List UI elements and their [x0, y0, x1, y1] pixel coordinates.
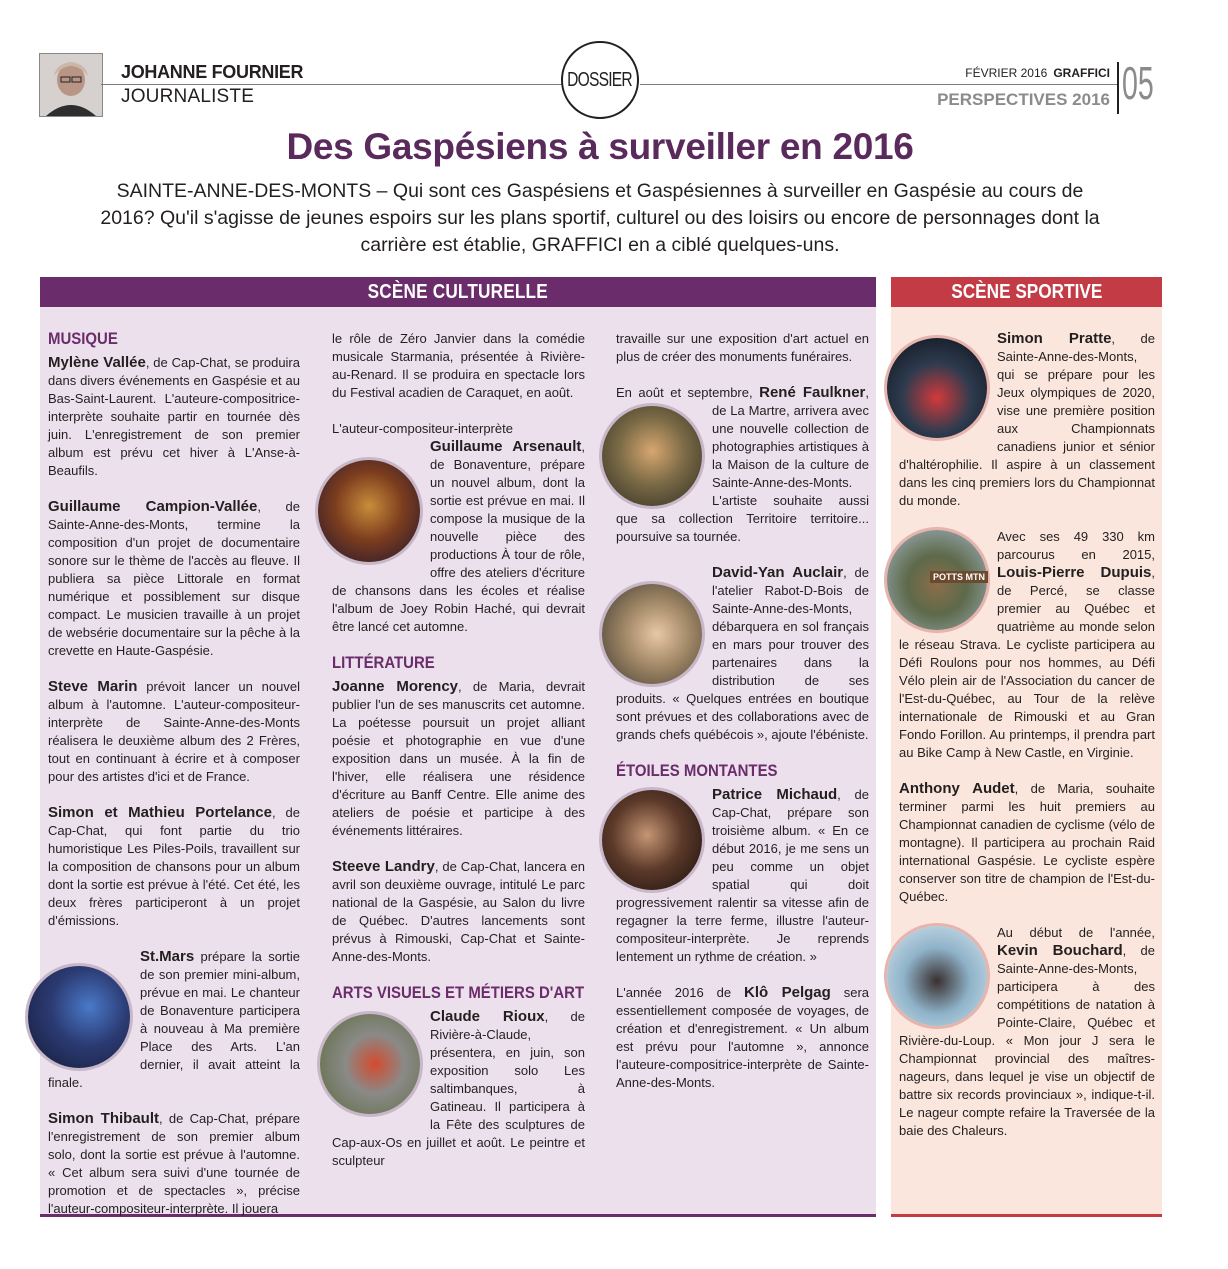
issue-date-line [880, 66, 1110, 80]
profile-simon-thibault-cont: le rôle de Zéro Janvier dans la comédie musicale Starmania, présentée à Rivière-au-Renard. Il se produira en spectacle lors du Festival acadien de Caraquet, en août. [332, 331, 585, 400]
simon-pratte-photo [887, 338, 987, 438]
patrice-michaud-photo [602, 790, 702, 890]
claude-rioux-photo [320, 1014, 420, 1114]
profile-kevin-bouchard: Au début de l'année, Kevin Bouchard, de Sainte-Anne-des-Monts, participera à des compétitions de natation à Pointe-Claire, Québec et Rivière-du-Loup. « Mon jour J sera le Championnat provincial des maîtres-nageurs, dans lequel je vise un objectif de battre six records provinciaux », indique-t-il. Le nageur compte refaire la Traversée de la baie des Chaleurs. [899, 924, 1155, 1140]
st-mars-photo [28, 966, 130, 1068]
category-etoiles-montantes: ÉTOILES MONTANTES [616, 761, 778, 780]
sport-section-rule [891, 1214, 1162, 1217]
dossier-badge [561, 41, 639, 119]
page-number: 05 [1122, 57, 1154, 109]
culture-column-2 [332, 330, 585, 1188]
profile-joanne-morency: Joanne Morency, de Maria, devrait publier l'un de ses manuscrits cet automne. La poétesse poursuit un projet alliant poésie et photographie en vue d'une exposition dans un musée. À la fin de l'hiver, elle réalisera une résidence d'écriture au Banff Centre. Elle anime des ateliers de poésie et participe à des événements littéraires. [332, 678, 585, 838]
culture-section-header: SCÈNE CULTURELLE [40, 277, 876, 307]
profile-patrice-michaud: Patrice Michaud , de Cap-Chat, prépare son troisième album. « En ce début 2016, je me sens un peu comme un objet spatial qui doit progressivement ralentir sa vitesse afin de regagner la terre ferme, illustre l'auteur-compositeur-interprète. Je reprends lentement un rythme de création. » [616, 786, 869, 966]
category-litterature: LITTÉRATURE [332, 653, 435, 672]
rene-faulkner-photo [602, 406, 702, 506]
profile-mylene-vallee: Mylène Vallée, de Cap-Chat, se produira dans divers événements en Gaspésie et au Bas-Saint-Laurent. L'auteure-compositrice-interprète souhaite partir en tournée dès juin. L'enregistrement de son premier album est prévu cet hiver à L'Anse-à-Beaufils. [48, 354, 300, 478]
kevin-bouchard-photo [887, 926, 987, 1026]
publication-name: GRAFFICI [1053, 66, 1110, 80]
david-yan-auclair-photo [602, 584, 702, 684]
profile-simon-pratte: Simon Pratte, de Sainte-Anne-des-Monts, qui se prépare pour les Jeux olympiques de 2020, vise une première position aux Championnats canadiens junior et sénior d'haltérophilie. Il aspire à un classement dans les cinq premiers lors du Championnat du monde. [899, 330, 1155, 510]
profile-klo-pelgag: L'année 2016 de Klô Pelgag sera essentiellement composée de voyages, de création et d'enregistrement. « Un album est prévu pour l'automne », annonce l'auteure-compositrice-interprète de Sainte-Anne-des-Monts. [616, 984, 869, 1090]
profile-guillaume-campion-vallee: Guillaume Campion-Vallée, de Sainte-Anne-des-Monts, termine la composition d'un projet de documentaire sonore sur le thème de l'accès au fleuve. Il publiera sa pièce Littorale en format numérique et possiblement sur disque compact. Le musicien travaille à un projet de websérie documentaire sur la pêche à la crevette en Haute-Gaspésie. [48, 498, 301, 658]
issue-date: FÉVRIER 2016 [965, 66, 1048, 80]
dossier-label: DOSSIER [567, 68, 633, 91]
header-rule-right [640, 84, 1118, 85]
profile-steve-marin: Steve Marin prévoit lancer un nouvel album à l'automne. L'auteur-compositeur-interprète de Sainte-Anne-des-Monts réalisera le deuxième album des 2 Frères, tout en continuant à écrire et à composer pour des artistes d'ici et de France. [48, 678, 300, 784]
sport-section-header: SCÈNE SPORTIVE [891, 277, 1162, 307]
author-role: JOURNALISTE [121, 86, 255, 107]
profile-anthony-audet: Anthony Audet, de Maria, souhaite terminer parmi les huit premiers au Championnat canadien de cyclisme (vélo de montagne). Il participera au prochain Raid international Gaspésie. Le cycliste espère conserver son titre de champion de l'Est-du-Québec. [899, 780, 1155, 904]
culture-column-3 [616, 330, 869, 1110]
category-arts-visuels: ARTS VISUELS ET MÉTIERS D'ART [332, 983, 585, 1002]
profile-david-yan-auclair: David-Yan Auclair , de l'atelier Rabot-D-Bois de Sainte-Anne-des-Monts, débarquera en sol français en mars pour trouver des partenaires dans la distribution de ses produits. « Quelques entrées en boutique sont prévues et des collaborations avec de grands chefs québécois », ajoute l'ébéniste. [616, 564, 869, 744]
profile-guillaume-arsenault: L'auteur-compositeur-interprète Guillaume Arsenault , de Bonaventure, prépare un nouvel album, dont la sortie est prévue en mai. Il compose la musique de la nouvelle pièce des productions À tour de rôle, offre des ateliers d'écriture de chansons dans les écoles et réalise l'album de Joey Robin Haché, qui devrait être lancé cet automne. [332, 420, 585, 636]
profile-louis-pierre-dupuis: Avec ses 49 330 km parcourus en 2015, Louis-Pierre Dupuis, de Percé, se classe premier au Québec et quatrième au monde selon le réseau Strava. Le cycliste participera au Défi Roulons pour nos hommes, au Défi Vélo plein air de l'Association du cancer de l'Est-du-Québec, au Tour de la relève internationale de Rimouski et au Gran Fondo Forillon. Au printemps, il prendra part au Bike Camp à New Castle, en Virginie. [899, 528, 1155, 762]
profile-simon-thibault: Simon Thibault, de Cap-Chat, prépare l'enregistrement de son premier album solo, dont la sortie est prévue à l'automne. « Cet album sera suivi d'une tournée de promotion et de spectacles », précise l'auteur-compositeur-interprète. Il jouera [48, 1110, 301, 1216]
culture-column-1 [48, 330, 300, 1236]
profile-claude-rioux: Claude Rioux, de Rivière-à-Claude, présentera, en juin, son exposition solo Les saltimbanques, à Gatineau. Il participera à la Fête des sculptures de Cap-aux-Os en juillet et août. Le peintre et sculpteur [332, 1008, 585, 1170]
author-photo [39, 53, 103, 117]
profile-portelance: Simon et Mathieu Portelance, de Cap-Chat, qui font partie du trio humoristique Les Piles-Poils, travaillent sur la composition de chansons pour un album dont la sortie est prévue à l'été. Cet été, les deux frères participeront à un projet d'émissions. [48, 804, 300, 928]
profile-st-mars: St.Mars prépare la sortie de son premier mini-album, prévue en mai. Le chanteur de Bonaventure participera à nouveau à Ma première Place des Arts. L'an dernier, il avait atteint la finale. [48, 948, 300, 1092]
profile-claude-rioux-cont: travaille sur une exposition d'art actuel en plus de créer des monuments funéraires. [616, 331, 869, 364]
article-title: Des Gaspésiens à surveiller en 2016 [286, 126, 914, 167]
category-musique: MUSIQUE [48, 329, 118, 348]
potts-mtn-sign: POTTS MTN [930, 571, 988, 583]
profile-rene-faulkner: En août et septembre, René Faulkner , de La Martre, arrivera avec une nouvelle collection de photographies artistiques à la Maison de la culture de Sainte-Anne-des-Monts. L'artiste souhaite aussi que sa collection Territoire territoire... poursuive sa tournée. [616, 384, 869, 546]
header-rule-left [101, 84, 563, 85]
author-name: JOHANNE FOURNIER [121, 62, 304, 82]
section-title: PERSPECTIVES 2016 [937, 90, 1110, 109]
profile-steeve-landry: Steeve Landry, de Cap-Chat, lancera en avril son deuxième ouvrage, intitulé Le parc national de la Gaspésie, au Salon du livre de Québec. D'autres lancements sont prévus à Rimouski, Cap-Chat et Sainte-Anne-des-Monts. [332, 858, 586, 964]
header-divider [1117, 62, 1119, 114]
article-chapeau: SAINTE-ANNE-DES-MONTS – Qui sont ces Gaspésiens et Gaspésiennes à surveiller en Gaspésie au cours de 2016? Qu'il s'agisse de jeunes espoirs sur les plans sportif, culturel ou des loisirs ou encore de personnages dont la carrière est établie, GRAFFICI en a ciblé quelques-uns. [100, 180, 1100, 256]
guillaume-arsenault-photo [318, 460, 420, 562]
sport-column [899, 330, 1155, 1158]
